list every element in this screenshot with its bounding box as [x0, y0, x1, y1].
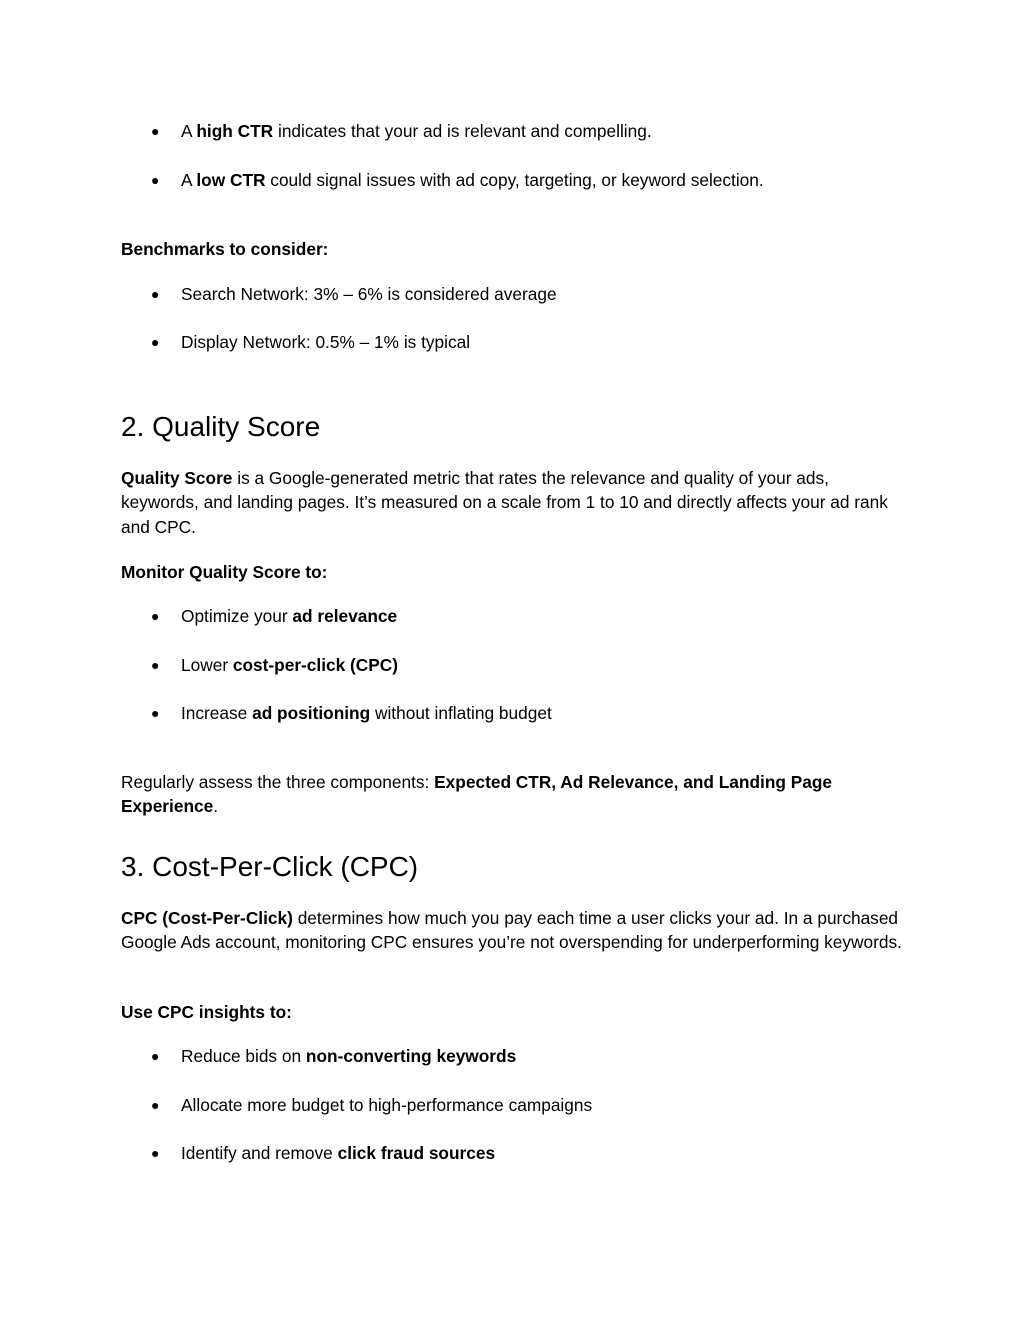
bullet-dot: ●	[151, 334, 160, 350]
bullet-text: Optimize your ad relevance	[181, 606, 398, 626]
bullet-dot: ●	[151, 123, 160, 139]
quality-score-intro: Quality Score is a Google-generated metric that rates the relevance and quality of your ads, keywords, and landing pages. It’s measured on a scale from 1 to 10 and directly affects your ad rank and CPC.	[121, 468, 888, 537]
cpc-intro: CPC (Cost-Per-Click) determines how much you pay each time a user clicks your ad. In a purchased Google Ads account, monitoring CPC ensures you’re not overspending for underperforming keywords.	[121, 908, 902, 953]
cpc-insights-heading: Use CPC insights to:	[121, 1002, 292, 1022]
bullet-dot: ●	[151, 1097, 160, 1113]
bullet-text: A high CTR indicates that your ad is relevant and compelling.	[181, 121, 652, 141]
benchmarks-heading: Benchmarks to consider:	[121, 239, 329, 259]
bullet-text: Increase ad positioning without inflating budget	[181, 703, 552, 723]
bullet-dot: ●	[151, 172, 160, 188]
bullet-text: Search Network: 3% – 6% is considered average	[181, 284, 557, 304]
bullet-text: Lower cost-per-click (CPC)	[181, 655, 399, 675]
bullet-dot: ●	[151, 1145, 160, 1161]
bullet-dot: ●	[151, 705, 160, 721]
cpc-heading: 3. Cost-Per-Click (CPC)	[121, 851, 419, 882]
bullet-text: Allocate more budget to high-performance campaigns	[181, 1095, 593, 1115]
bullet-dot: ●	[151, 1048, 160, 1064]
bullet-text: Reduce bids on non-converting keywords	[181, 1046, 517, 1066]
bullet-dot: ●	[151, 657, 160, 673]
bullet-dot: ●	[151, 608, 160, 624]
bullet-text: Identify and remove click fraud sources	[181, 1143, 496, 1163]
bullet-text: Display Network: 0.5% – 1% is typical	[181, 332, 471, 352]
quality-score-heading: 2. Quality Score	[121, 411, 321, 442]
monitor-heading: Monitor Quality Score to:	[121, 562, 328, 582]
bullet-dot: ●	[151, 286, 160, 302]
assess-components: Regularly assess the three components: Expected CTR, Ad Relevance, and Landing Page Experience.	[121, 772, 833, 817]
bullet-text: A low CTR could signal issues with ad copy, targeting, or keyword selection.	[181, 170, 764, 190]
